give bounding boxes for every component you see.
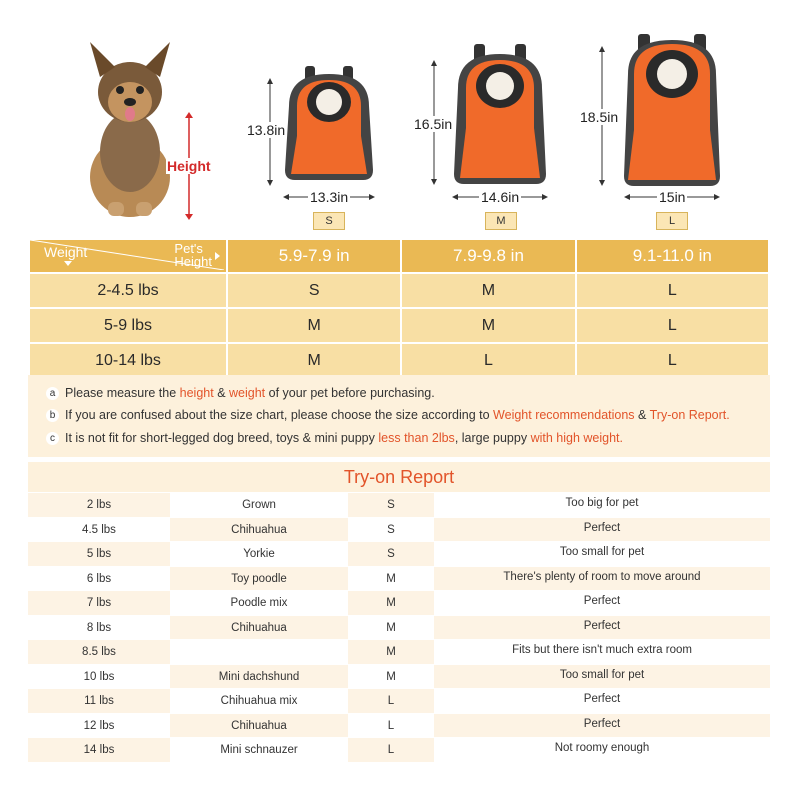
bag-s-height: 13.8in — [247, 122, 286, 138]
table-row — [28, 737, 770, 762]
purchase-notes — [28, 375, 770, 457]
table-row — [28, 541, 770, 566]
weight-label: Weight — [44, 244, 88, 260]
bag-l-width: 15in — [659, 189, 686, 205]
table-row — [28, 492, 770, 517]
size-cell: M — [401, 273, 575, 308]
note-bullet: a — [46, 387, 59, 400]
size-cell: L — [348, 713, 434, 738]
size-cell: S — [348, 492, 434, 517]
table-row — [29, 343, 769, 378]
breed-cell: Mini dachshund — [170, 664, 348, 689]
comment-cell: Too big for pet — [434, 492, 770, 517]
size-cell: M — [348, 590, 434, 615]
table-row — [28, 615, 770, 640]
breed-cell: Chihuahua — [170, 615, 348, 640]
size-cell: L — [576, 273, 769, 308]
breed-cell: Toy poodle — [170, 566, 348, 591]
size-cell: M — [348, 615, 434, 640]
breed-cell: Chihuahua — [170, 713, 348, 738]
size-chart-header — [29, 239, 769, 273]
table-row — [29, 273, 769, 308]
weight-cell: 8.5 lbs — [28, 639, 170, 664]
weight-cell: 7 lbs — [28, 590, 170, 615]
size-cell: L — [348, 737, 434, 762]
report-rows — [28, 492, 770, 762]
breed-cell: Chihuahua — [170, 517, 348, 542]
report-title: Try-on Report — [28, 462, 770, 492]
try-on-report — [28, 462, 770, 762]
note-bullet: c — [46, 432, 59, 445]
weight-cell: 5 lbs — [28, 541, 170, 566]
comment-cell: Perfect — [434, 713, 770, 738]
weight-cell: 2-4.5 lbs — [29, 273, 227, 308]
note-highlight: Weight recommendations — [493, 408, 635, 422]
backpack-small — [283, 66, 375, 182]
table-row — [29, 308, 769, 343]
bag-l-height: 18.5in — [580, 109, 619, 125]
note-a — [46, 386, 435, 400]
note-bullet: b — [46, 409, 59, 422]
bag-m-width: 14.6in — [481, 189, 520, 205]
pet-height-line1: Pet's — [174, 241, 203, 256]
weight-cell: 10-14 lbs — [29, 343, 227, 378]
size-label-m: M — [485, 212, 517, 230]
note-highlight: height — [179, 386, 214, 400]
breed-cell: Poodle mix — [170, 590, 348, 615]
weight-cell: 10 lbs — [28, 664, 170, 689]
breed-cell: Mini schnauzer — [170, 737, 348, 762]
size-cell: M — [227, 308, 401, 343]
weight-cell: 2 lbs — [28, 492, 170, 517]
comment-cell: Perfect — [434, 590, 770, 615]
size-label-l: L — [656, 212, 688, 230]
bag-s-width: 13.3in — [310, 189, 349, 205]
size-cell: M — [227, 343, 401, 378]
size-label-s: S — [313, 212, 345, 230]
pet-height-label — [174, 242, 212, 268]
column-header: 9.1-11.0 in — [576, 239, 769, 273]
weight-cell: 12 lbs — [28, 713, 170, 738]
weight-cell: 4.5 lbs — [28, 517, 170, 542]
comment-cell: Too small for pet — [434, 664, 770, 689]
table-row — [28, 639, 770, 664]
size-cell: M — [348, 639, 434, 664]
table-row — [28, 664, 770, 689]
size-cell: L — [576, 343, 769, 378]
weight-cell: 8 lbs — [28, 615, 170, 640]
weight-cell: 5-9 lbs — [29, 308, 227, 343]
size-chart-corner — [29, 239, 227, 273]
backpack-large — [622, 34, 722, 188]
table-row — [28, 517, 770, 542]
breed-cell: Grown — [170, 492, 348, 517]
bag-m-height: 16.5in — [414, 116, 453, 132]
comment-cell: There's plenty of room to move around — [434, 566, 770, 591]
column-header: 5.9-7.9 in — [227, 239, 401, 273]
table-row — [28, 566, 770, 591]
note-text: & — [634, 408, 650, 422]
product-illustration — [0, 0, 800, 232]
note-text: & — [213, 386, 230, 400]
table-row — [28, 688, 770, 713]
note-text: of your pet before purchasing. — [265, 386, 435, 400]
note-c — [46, 431, 623, 445]
size-chart — [28, 238, 770, 379]
breed-cell — [170, 639, 348, 664]
triangle-right-icon — [215, 252, 220, 260]
breed-cell: Yorkie — [170, 541, 348, 566]
size-cell: L — [348, 688, 434, 713]
table-row — [28, 713, 770, 738]
comment-cell: Perfect — [434, 688, 770, 713]
size-cell: S — [227, 273, 401, 308]
note-highlight: less than 2lbs — [378, 431, 455, 445]
size-cell: M — [348, 664, 434, 689]
size-cell: S — [348, 517, 434, 542]
size-cell: M — [348, 566, 434, 591]
note-highlight: weight — [229, 386, 266, 400]
pet-height-line2: Height — [174, 254, 212, 269]
size-cell: M — [401, 308, 575, 343]
height-label: Height — [167, 158, 211, 174]
note-text: If you are confused about the size chart, please choose the size according to — [65, 408, 494, 422]
backpack-medium — [452, 44, 548, 186]
weight-cell: 6 lbs — [28, 566, 170, 591]
comment-cell: Perfect — [434, 517, 770, 542]
comment-cell: Fits but there isn't much extra room — [434, 639, 770, 664]
weight-cell: 14 lbs — [28, 737, 170, 762]
column-header: 7.9-9.8 in — [401, 239, 575, 273]
comment-cell: Too small for pet — [434, 541, 770, 566]
size-cell: L — [576, 308, 769, 343]
note-b — [46, 408, 730, 422]
size-cell: L — [401, 343, 575, 378]
yorkie-dog-illustration — [70, 32, 190, 222]
comment-cell: Not roomy enough — [434, 737, 770, 762]
breed-cell: Chihuahua mix — [170, 688, 348, 713]
note-text: It is not fit for short-legged dog breed, toys & mini puppy — [65, 431, 379, 445]
note-text: Please measure the — [65, 386, 180, 400]
note-highlight: Try-on Report. — [649, 408, 730, 422]
note-highlight: with high weight. — [530, 431, 623, 445]
triangle-down-icon — [64, 261, 72, 266]
table-row — [28, 590, 770, 615]
comment-cell: Perfect — [434, 615, 770, 640]
weight-cell: 11 lbs — [28, 688, 170, 713]
size-cell: S — [348, 541, 434, 566]
note-text: , large puppy — [454, 431, 531, 445]
